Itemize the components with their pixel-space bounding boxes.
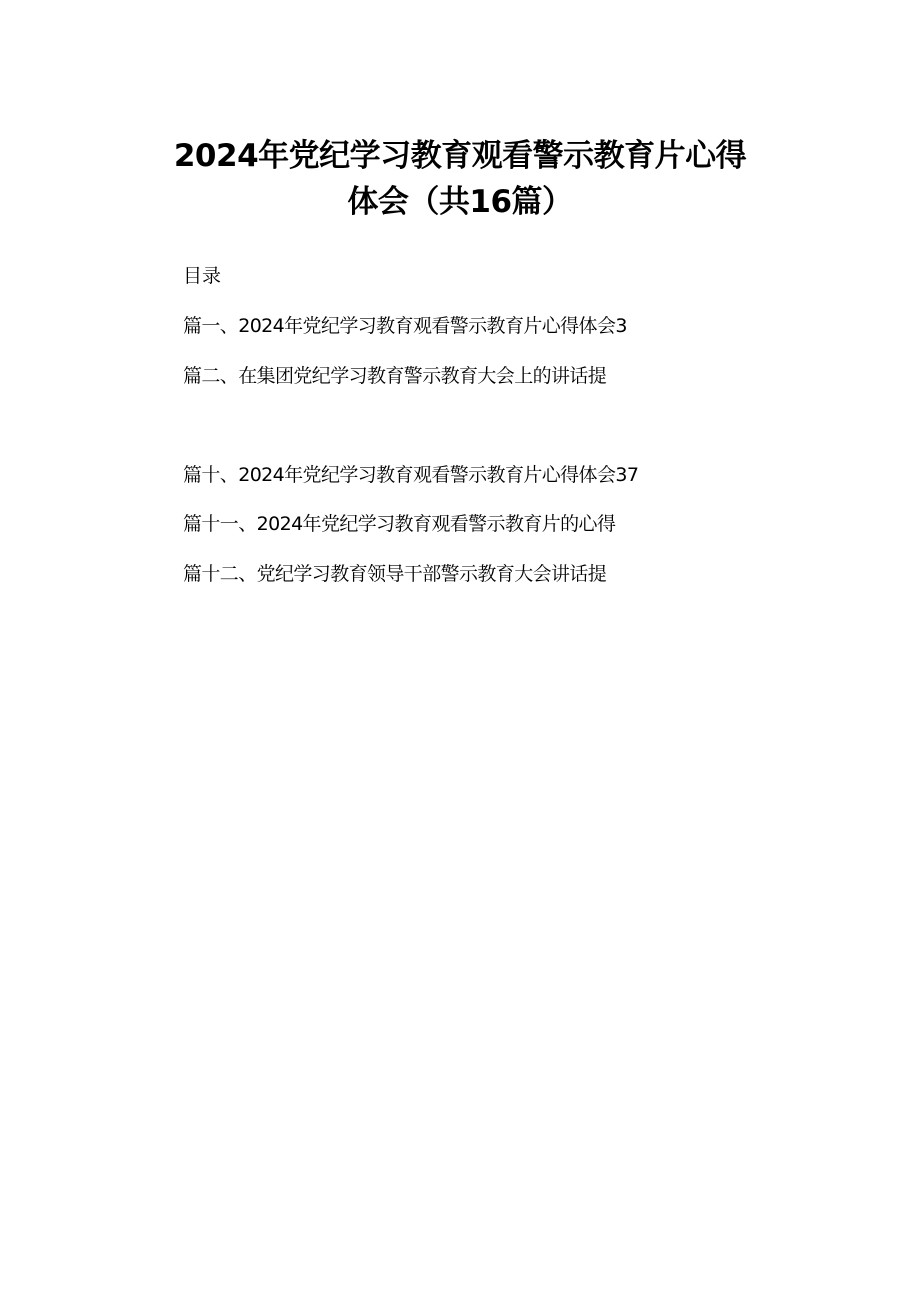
toc-item[interactable]: 篇十一、2024年党纪学习教育观看警示教育片的心得 [183, 513, 616, 535]
toc-item[interactable]: 篇十二、党纪学习教育领导干部警示教育大会讲话提 [183, 563, 607, 585]
toc-item[interactable]: 篇十、2024年党纪学习教育观看警示教育片心得体会37 [183, 464, 639, 486]
toc-item[interactable]: 篇二、在集团党纪学习教育警示教育大会上的讲话提 [183, 365, 607, 387]
document-title-line-2: 体会（共16篇） [347, 184, 573, 220]
document-title-line-1: 2024年党纪学习教育观看警示教育片心得 [173, 138, 747, 174]
toc-item[interactable]: 篇一、2024年党纪学习教育观看警示教育片心得体会3 [183, 315, 627, 337]
toc-heading: 目录 [183, 265, 222, 287]
